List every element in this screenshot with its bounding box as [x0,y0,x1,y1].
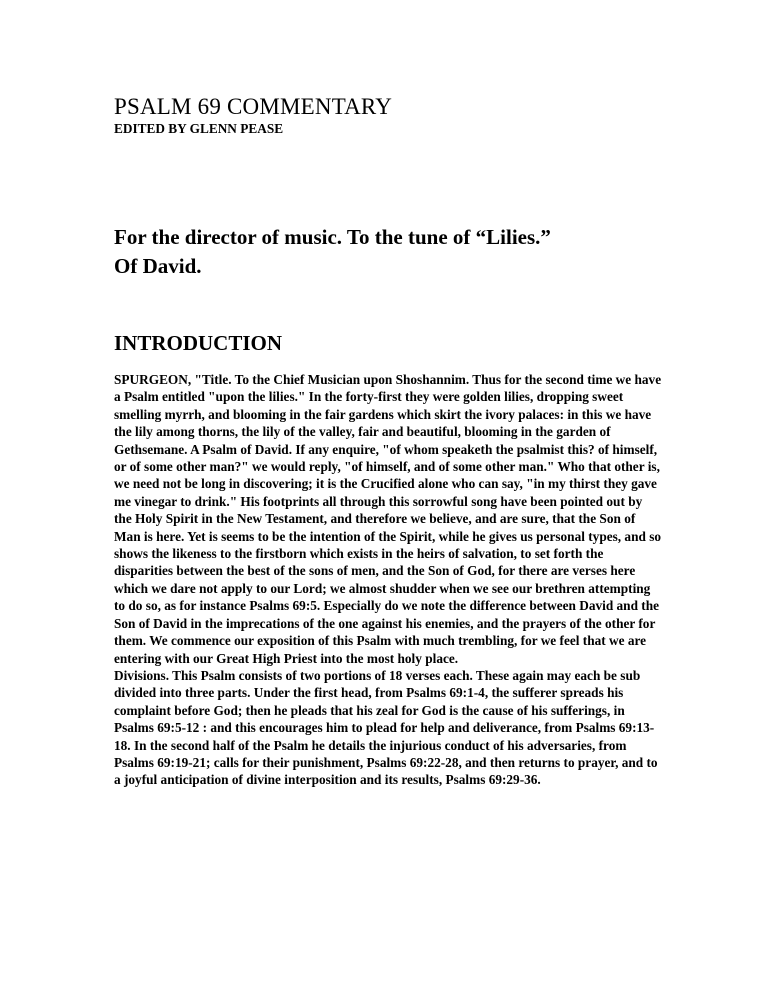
section-heading-introduction: INTRODUCTION [114,331,283,355]
editor-line: EDITED BY GLENN PEASE [114,121,284,136]
psalm-superscription [114,223,662,281]
body-paragraph-spurgeon: SPURGEON, "Title. To the Chief Musician upon Shoshannim. Thus for the second time we have a Psalm entitled "upon the lilies." In the forty-first they were golden lilies, dropping sweet smelling myrrh, and blooming in the fair gardens which skirt the ivory palaces: in this we have the lily among thorns, the lily of the valley, fair and beautiful, blooming in the garden of Gethsemane. A Psalm of David. If any enquire, "of whom speaketh the psalmist this? of himself, or of some other man?" we would reply, "of himself, and of some other man." Who that other is, we need not be long in discovering; it is the Crucified alone who can say, "in my thirst they gave me vinegar to drink." His footprints all through this sorrowful song have been pointed out by the Holy Spirit in the New Testament, and therefore we believe, and are sure, that the Son of Man is here. Yet is seems to be the intention of the Spirit, while he gives us personal types, and so shows the likeness to the firstborn which exists in the heirs of salvation, to set forth the disparities between the best of the sons of men, and the Son of God, for there are verses here which we dare not apply to our Lord; we almost shudder when we see our brethren attempting to do so, as for instance Psalms 69:5. Especially do we note the difference between David and the Son of David in the imprecations of the one against his enemies, and the prayers of the other for them. We commence our exposition of this Psalm with much trembling, for we feel that we are entering with our Great High Priest into the most holy place. [114,372,662,666]
superscription-line-2: Of David. [114,254,202,278]
body-paragraph-divisions: Divisions. This Psalm consists of two portions of 18 verses each. These again may each be sub divided into three parts. Under the first head, from Psalms 69:1-4, the sufferer spreads his complaint before God; then he pleads that his zeal for God is the cause of his sufferings, in Psalms 69:5-12 : and this encourages him to plead for help and deliverance, from Psalms 69:13-18. In the second half of the Psalm he details the injurious conduct of his adversaries, from Psalms 69:19-21; calls for their punishment, Psalms 69:22-28, and then returns to prayer, and to a joyful anticipation of divine interposition and its results, Psalms 69:29-36. [114,667,658,788]
superscription-line-1: For the director of music. To the tune of “Lilies.” [114,225,551,249]
document-content [114,94,662,789]
document-title: PSALM 69 COMMENTARY [114,94,393,119]
